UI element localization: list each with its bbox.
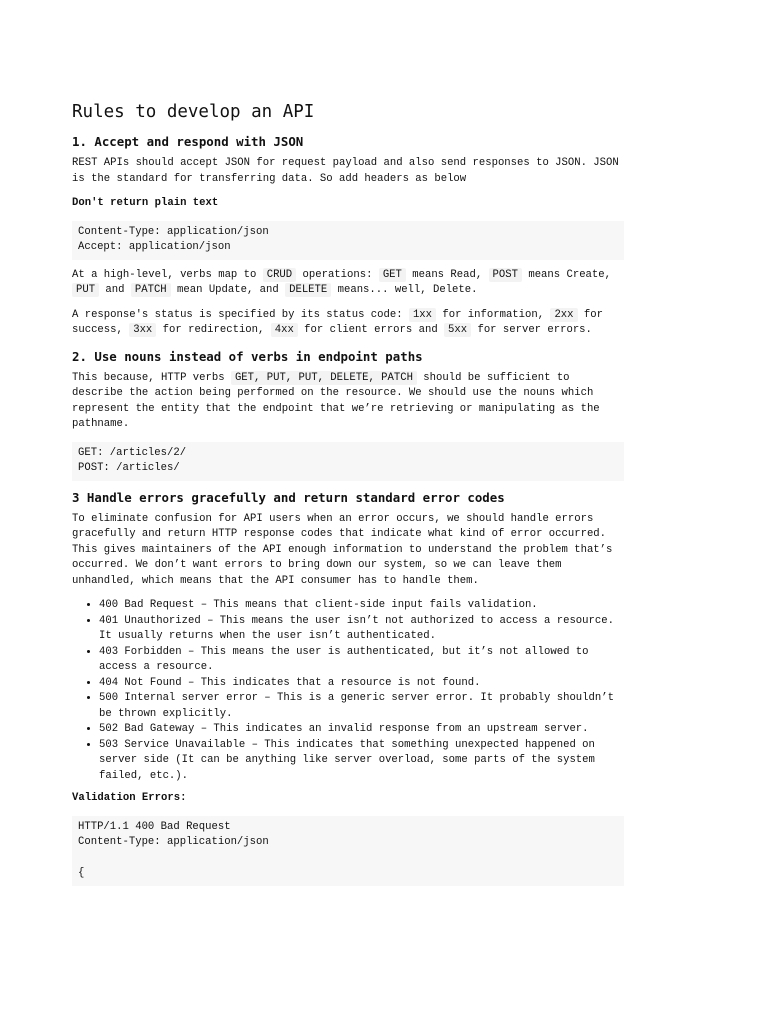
inline-code: POST bbox=[489, 268, 522, 282]
code-line: { bbox=[78, 867, 85, 879]
list-item: • 400 Bad Request – This means that client-side input fails validation. bbox=[99, 598, 624, 614]
text-run: for server errors. bbox=[471, 324, 592, 336]
list-item: • 503 Service Unavailable – This indicates that something unexpected happened on server side (It can be anything like server overload, some parts of the system failed, etc.). bbox=[99, 738, 624, 785]
inline-code: PUT bbox=[72, 283, 99, 297]
list-item: • 404 Not Found – This indicates that a resource is not found. bbox=[99, 676, 624, 692]
page-title: Rules to develop an API bbox=[72, 102, 315, 122]
inline-code: GET bbox=[379, 268, 406, 282]
section-1-heading: 1. Accept and respond with JSON bbox=[72, 134, 304, 149]
text-run: for redirection, bbox=[156, 324, 271, 336]
section-3-heading: 3 Handle errors gracefully and return standard error codes bbox=[72, 489, 505, 505]
text-run: and bbox=[99, 284, 131, 296]
text-run: for success, bbox=[72, 308, 603, 336]
text-run: means Create, bbox=[521, 268, 611, 281]
code-line: Accept: application/json bbox=[78, 241, 231, 253]
code-line: Content-Type: application/json bbox=[78, 225, 269, 238]
section-1-subheading: Don't return plain text bbox=[72, 197, 219, 209]
section-1-paragraph-3 bbox=[72, 308, 624, 339]
list-item: • 500 Internal server error – This is a generic server error. It probably shouldn’t be thrown explicitly. bbox=[99, 691, 624, 722]
text-run: operations: bbox=[296, 268, 379, 281]
text-run: mean Update, and bbox=[170, 284, 286, 296]
section-2-paragraph-1 bbox=[72, 371, 624, 433]
text-run: for information, bbox=[436, 308, 551, 321]
inline-code: 5xx bbox=[444, 323, 471, 337]
inline-code: 4xx bbox=[271, 323, 298, 337]
error-code-list bbox=[72, 598, 624, 784]
section-1-paragraph-1: REST APIs should accept JSON for request payload and also send responses to JSON. JSON is the standard for transferring data. So add headers as below bbox=[72, 157, 619, 185]
list-item: • 502 Bad Gateway – This indicates an invalid response from an upstream server. bbox=[99, 722, 624, 738]
code-line bbox=[78, 851, 618, 867]
inline-code: 2xx bbox=[550, 308, 577, 322]
inline-code: PATCH bbox=[131, 283, 171, 297]
inline-code: 3xx bbox=[129, 323, 156, 337]
code-line: HTTP/1.1 400 Bad Request bbox=[78, 820, 231, 833]
list-item: • 401 Unauthorized – This means the user isn’t not authorized to access a resource. It usually returns when the user isn’t authenticated. bbox=[99, 614, 624, 645]
inline-code: GET, PUT, PUT, DELETE, PATCH bbox=[231, 371, 417, 385]
text-run: means... well, Delete. bbox=[331, 284, 478, 296]
inline-code: 1xx bbox=[409, 308, 436, 322]
text-run: should be sufficient to describe the action being performed on the resource. We should use the nouns which represent the entity that the endpoint that we’re retrieving or manipulating as the pathname. bbox=[72, 371, 600, 430]
code-line: POST: /articles/ bbox=[78, 462, 180, 474]
text-run: A response's status is specified by its status code: bbox=[72, 308, 409, 321]
text-run: for client errors and bbox=[297, 324, 445, 336]
document-content bbox=[72, 100, 624, 894]
section-3-subheading: Validation Errors: bbox=[72, 792, 187, 804]
section-2-code-block bbox=[72, 442, 624, 481]
text-run: means Read, bbox=[405, 268, 489, 281]
section-1-paragraph-2 bbox=[72, 268, 624, 299]
code-line: GET: /articles/2/ bbox=[78, 446, 187, 459]
inline-code: CRUD bbox=[263, 268, 296, 282]
text-run: This because, HTTP verbs bbox=[72, 371, 231, 384]
code-line: Content-Type: application/json bbox=[78, 836, 269, 848]
section-3-paragraph-1: To eliminate confusion for API users when an error occurs, we should handle errors gracefully and return HTTP response codes that indicate what kind of error occurred. This gives maintainers of the API enough information to understand the problem that’s occurred. We don’t want errors to bring down our system, so we can leave them unhandled, which means that the API consumer has to handle them. bbox=[72, 512, 613, 587]
section-3-code-block bbox=[72, 816, 624, 886]
text-run: At a high-level, verbs map to bbox=[72, 268, 263, 281]
section-1-code-block bbox=[72, 221, 624, 260]
inline-code: DELETE bbox=[285, 283, 331, 297]
section-2-heading: 2. Use nouns instead of verbs in endpoint paths bbox=[72, 348, 423, 364]
list-item: • 403 Forbidden – This means the user is authenticated, but it’s not allowed to access a resource. bbox=[99, 645, 624, 676]
